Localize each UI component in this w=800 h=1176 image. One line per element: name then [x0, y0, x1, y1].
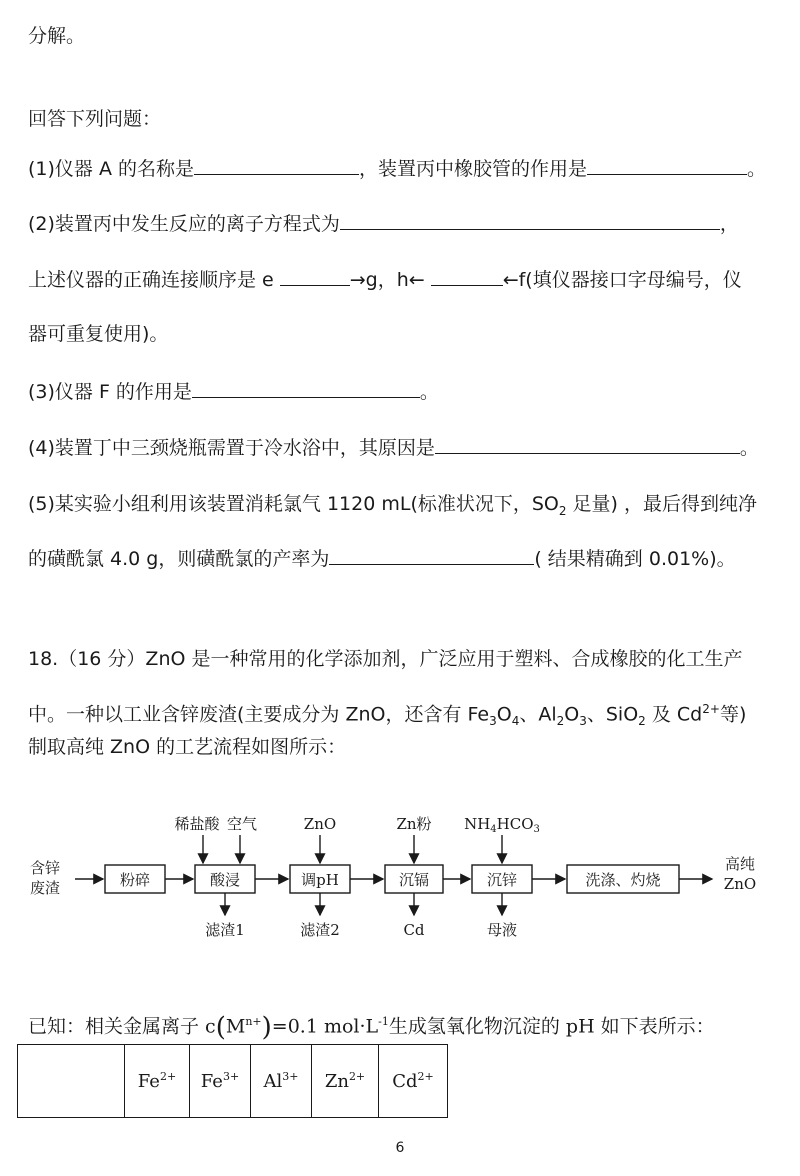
subscript: 3	[579, 714, 587, 729]
output-label: 滤渣1	[205, 921, 245, 939]
superscript: n+	[245, 1015, 262, 1028]
subscript: 2	[558, 503, 567, 518]
text: 及 Cd	[645, 703, 703, 726]
step-label: 洗涤、灼烧	[585, 871, 661, 889]
superscript: 2+	[702, 702, 720, 716]
flow-end-label: 高纯	[724, 855, 756, 873]
text: 18.（16 分）ZnO 是一种常用的化学添加剂，广泛应用于塑料、合成橡胶的化工生产	[28, 648, 743, 670]
text: (3)仪器 F 的作用是	[28, 381, 192, 403]
formula-part: HCO	[496, 815, 534, 833]
text: O	[564, 703, 580, 726]
question-5	[28, 490, 757, 525]
text-line	[28, 22, 85, 50]
text: ( 结果精确到 0.01%)。	[534, 548, 736, 570]
text: 器可重复使用)。	[28, 323, 169, 345]
ion-cell	[125, 1045, 190, 1118]
text: (5)某实验小组利用该装置消耗氯气 1120 mL(标准状况下，SO	[28, 493, 559, 515]
step-label: 粉碎	[119, 871, 151, 889]
answer-blank[interactable]	[329, 546, 534, 565]
input-label: ZnO	[303, 815, 337, 833]
answer-blank[interactable]	[431, 267, 503, 286]
text: 。	[739, 437, 759, 459]
text: O	[496, 703, 512, 726]
subscript: 4	[511, 714, 520, 729]
text: 。	[747, 158, 767, 180]
subscript: 3	[489, 714, 497, 729]
formula-subscript: 3	[533, 824, 540, 835]
text-line	[28, 105, 161, 133]
input-label-nh4hco3	[464, 815, 540, 835]
flow-end-label: ZnO	[723, 875, 757, 893]
input-label: 空气	[226, 815, 258, 833]
text: 分解。	[28, 25, 86, 47]
step-label: 沉锌	[486, 871, 518, 889]
output-label: 滤渣2	[300, 921, 340, 939]
question-5-cont	[28, 545, 736, 573]
text: 中。一种以工业含锌废渣(主要成分为 ZnO，还含有 Fe	[28, 703, 490, 726]
text: ，装置丙中橡胶管的作用是	[359, 158, 588, 180]
text: ←f(填仪器接口字母编号，仪	[502, 269, 742, 291]
text: 已知：相关金属离子 c	[28, 1015, 216, 1038]
ion-symbol: Fe	[137, 1071, 160, 1092]
text: ，	[719, 213, 739, 235]
input-label: 稀盐酸	[174, 815, 220, 833]
table-row	[18, 1045, 448, 1118]
text: 上述仪器的正确连接顺序是 e	[28, 269, 274, 291]
output-label: Cd	[403, 921, 425, 939]
ion-charge: 3+	[222, 1070, 240, 1083]
text: =0.1 mol·L	[271, 1015, 379, 1038]
ion-cell	[379, 1045, 448, 1118]
text-line	[28, 733, 346, 761]
ion-charge: 2+	[159, 1070, 177, 1083]
paren: )	[261, 1012, 272, 1043]
question-1	[28, 155, 766, 183]
text: 制取高纯 ZnO 的工艺流程如图所示：	[28, 736, 347, 758]
process-flow-diagram	[20, 805, 790, 955]
flow-start-label: 含锌	[30, 859, 61, 877]
text-line	[28, 320, 168, 348]
question-18-cont	[28, 695, 746, 735]
answer-blank[interactable]	[587, 156, 747, 175]
answer-blank[interactable]	[435, 435, 740, 454]
text: →g，h←	[349, 269, 425, 291]
text: 。	[419, 381, 439, 403]
ion-charge: 3+	[282, 1070, 299, 1083]
ion-symbol: Zn	[324, 1071, 349, 1092]
ion-ph-table	[17, 1044, 448, 1118]
text: (2)装置丙中发生反应的离子方程式为	[28, 213, 340, 235]
question-4	[28, 434, 759, 462]
step-label: 沉镉	[398, 871, 430, 889]
text: 足量) ，最后得到纯净	[566, 493, 758, 515]
ion-cell	[251, 1045, 312, 1118]
subscript: 2	[556, 714, 565, 729]
answer-blank[interactable]	[192, 379, 420, 398]
text: 生成氢氧化物沉淀的 pH 如下表所示：	[388, 1015, 715, 1038]
ion-symbol: Cd	[392, 1071, 418, 1092]
text: 、SiO	[586, 703, 639, 726]
superscript: -1	[378, 1015, 389, 1028]
text: 的磺酰氯 4.0 g，则磺酰氯的产率为	[28, 548, 330, 570]
text: (4)装置丁中三颈烧瓶需置于冷水浴中，其原因是	[28, 437, 435, 459]
answer-blank[interactable]	[340, 211, 720, 230]
subscript: 2	[638, 714, 646, 729]
ion-cell	[190, 1045, 251, 1118]
input-label: Zn粉	[396, 815, 432, 833]
step-label: 酸浸	[209, 871, 241, 889]
text: 回答下列问题：	[28, 108, 162, 130]
text: (1)仪器 A 的名称是	[28, 158, 194, 180]
paren: (	[215, 1012, 226, 1043]
ion-symbol: Fe	[200, 1071, 223, 1092]
output-label: 母液	[486, 921, 518, 939]
step-label: 调pH	[301, 871, 339, 889]
formula-part: NH	[464, 815, 491, 833]
question-3	[28, 378, 439, 406]
text: M	[225, 1015, 246, 1038]
page-number: 6	[395, 1140, 405, 1156]
question-2-order	[28, 266, 742, 294]
table-header-blank	[18, 1045, 125, 1118]
question-2	[28, 210, 739, 238]
ion-symbol: Al	[263, 1071, 283, 1092]
known-condition	[28, 1008, 715, 1041]
text: 等)	[719, 703, 747, 726]
question-18	[28, 645, 743, 673]
ion-cell	[312, 1045, 379, 1118]
ion-charge: 2+	[348, 1070, 366, 1083]
formula-subscript: 4	[490, 824, 497, 835]
flow-start-label: 废渣	[30, 879, 61, 897]
answer-blank[interactable]	[280, 267, 350, 286]
answer-blank[interactable]	[194, 156, 359, 175]
text: 、Al	[519, 703, 557, 726]
ion-charge: 2+	[417, 1070, 434, 1083]
